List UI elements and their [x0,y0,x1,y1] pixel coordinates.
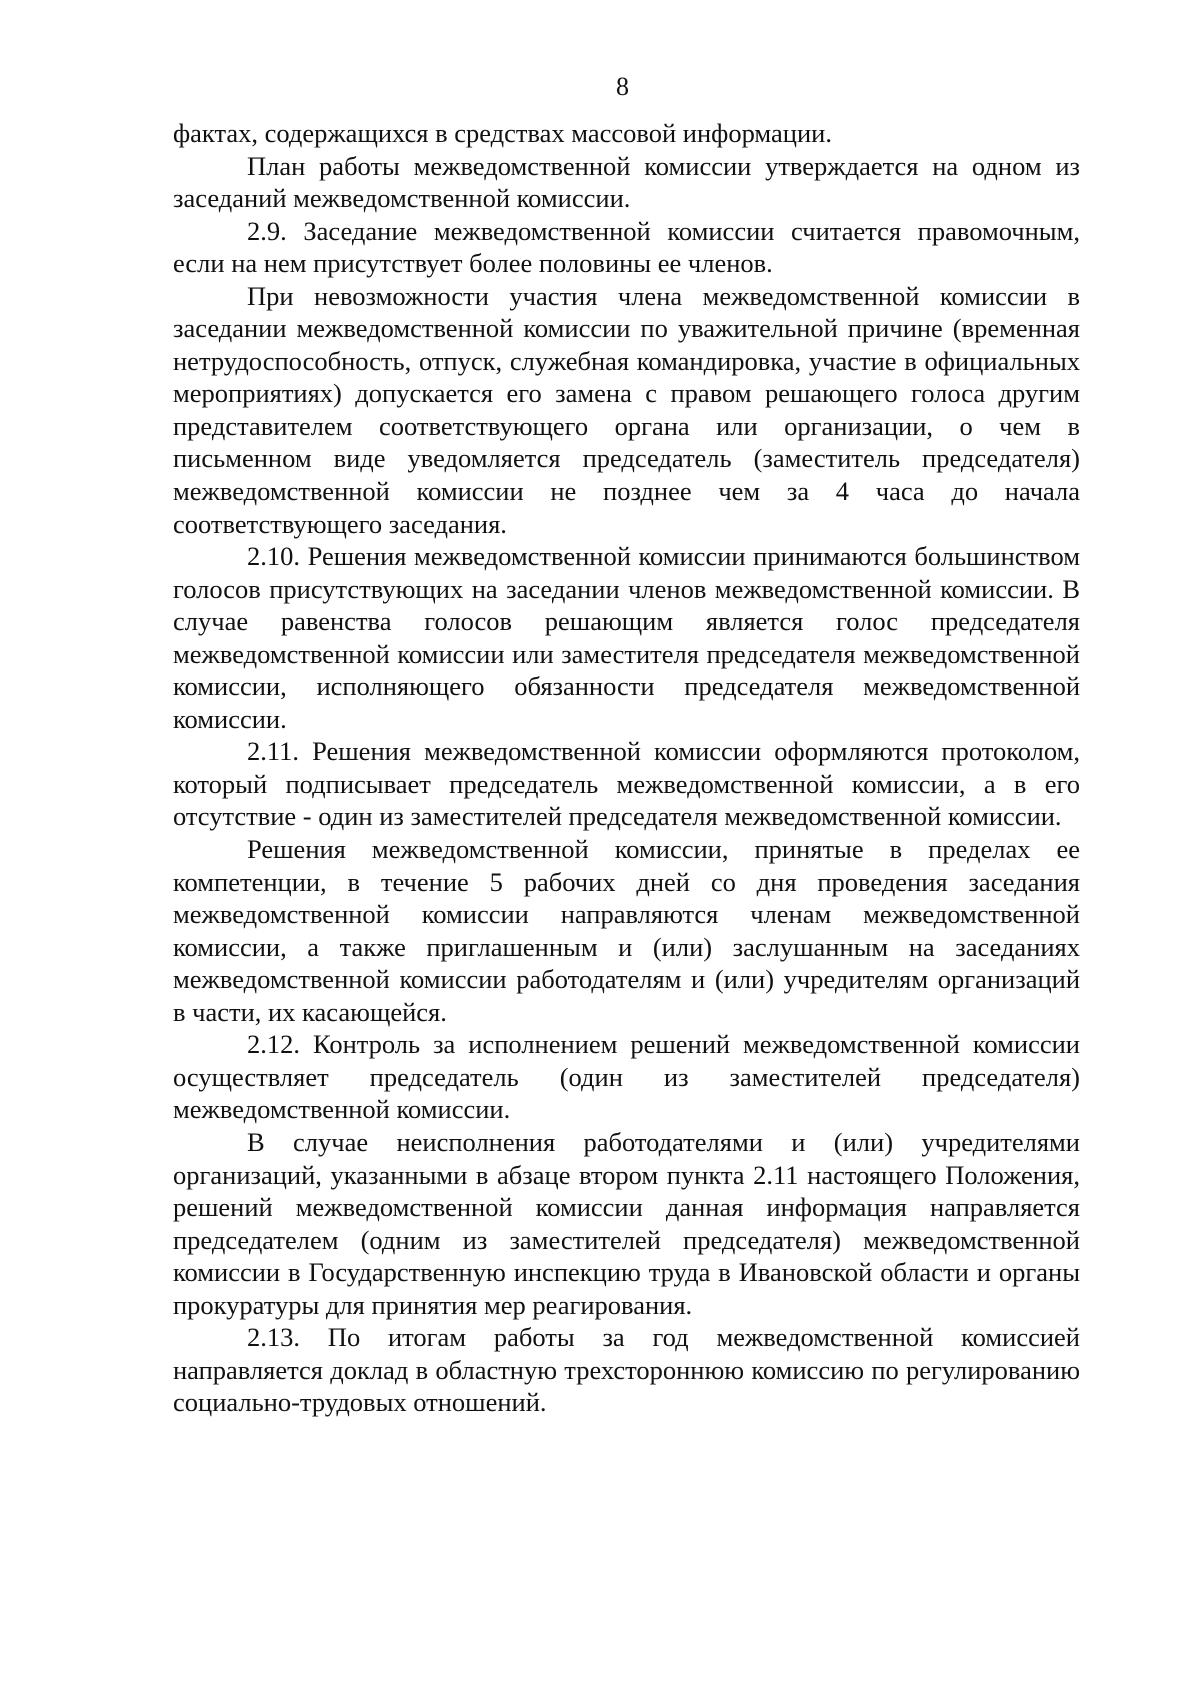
paragraph: 2.11. Решения межведомственной комиссии оформляются протоколом, который подписывает председатель межведомственной комиссии, а в его отсутствие - один из заместителей председателя межведомственной комиссии. [173,736,1080,832]
paragraph: фактах, содержащихся в средствах массовой информации. [173,118,832,148]
paragraph: Решения межведомственной комиссии, принятые в пределах ее компетенции, в течение 5 рабочих дней со дня проведения заседания межведомственной комиссии направляются членам межведомственной комиссии, а также приглашенным и (или) заслушанным на заседаниях межведомственной комиссии работодателям и (или) учредителям организаций в части, их касающейся. [173,834,1080,1027]
paragraph: План работы межведомственной комиссии утверждается на одном из заседаний межведомственной комиссии. [173,150,1080,214]
paragraph: 2.12. Контроль за исполнением решений межведомственной комиссии осуществляет председатель (один из заместителей председателя) межведомственной комиссии. [173,1029,1080,1125]
paragraph: 2.13. По итогам работы за год межведомственной комиссией направляется доклад в областную трехстороннюю комиссию по регулированию социально-трудовых отношений. [173,1322,1080,1418]
page-number: 8 [616,72,629,101]
paragraph: При невозможности участия члена межведомственной комиссии в заседании межведомственной комиссии по уважительной причине (временная нетрудоспособность, отпуск, служебная командировка, участие в официальных мероприятиях) допускается его замена с правом решающего голоса другим представителем соответствующего органа или организации, о чем в письменном виде уведомляется председатель (заместитель председателя) межведомственной комиссии не позднее чем за 4 часа до начала соответствующего заседания. [173,280,1080,539]
paragraph: 2.9. Заседание межведомственной комиссии считается правомочным, если на нем присутствует более половины ее членов. [173,215,1080,279]
paragraph: 2.10. Решения межведомственной комиссии принимаются большинством голосов присутствующих на заседании членов межведомственной комиссии. В случае равенства голосов решающим является голос председателя межведомственной комиссии или заместителя председателя межведомственной комиссии, исполняющего обязанности председателя межведомственной комиссии. [173,541,1080,734]
paragraph: В случае неисполнения работодателями и (или) учредителями организаций, указанными в абзаце втором пункта 2.11 настоящего Положения, решений межведомственной комиссии данная информация направляется председателем (одним из заместителей председателя) межведомственной комиссии в Государственную инспекцию труда в Ивановской области и органы прокуратуры для принятия мер реагирования. [173,1126,1080,1320]
document-body [173,117,1080,1419]
